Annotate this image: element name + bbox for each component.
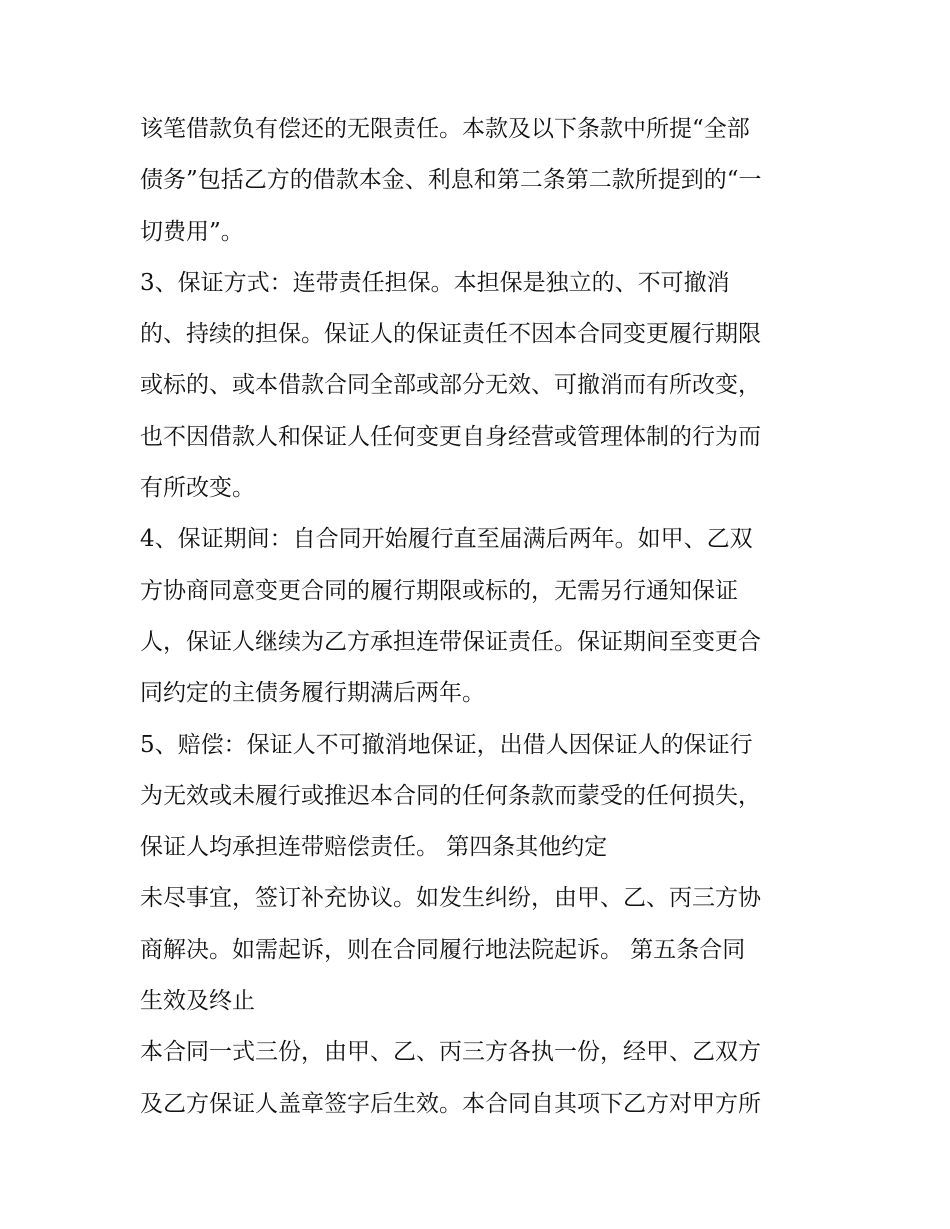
text-line: 方协商同意变更合同的履行期限或标的，无需另行通知保证: [140, 577, 738, 604]
text-line: 4、保证期间：自合同开始履行直至届满后两年。如甲、乙双: [140, 526, 753, 553]
text-line: 未尽事宜，签订补充协议。如发生纠纷，由甲、乙、丙三方协: [140, 885, 761, 912]
text-line: 债务”包括乙方的借款本金、利息和第二条第二款所提到的“一: [140, 167, 762, 194]
text-line: 该笔借款负有偿还的无限责任。本款及以下条款中所提“全部: [140, 116, 750, 142]
text-line: 或标的、或本借款合同全部或部分无效、可撤消而有所改变，: [140, 372, 761, 399]
text-line: 及乙方保证人盖章签字后生效。本合同自其项下乙方对甲方所: [140, 1090, 761, 1117]
text-line: 也不因借款人和保证人任何变更自身经营或管理体制的行为而: [140, 423, 761, 450]
document-body: [140, 104, 820, 1130]
text-line: 保证人均承担连带赔偿责任。 第四条其他约定: [140, 834, 608, 861]
text-line: 切费用”。: [140, 218, 244, 245]
text-line: 商解决。如需起诉，则在合同履行地法院起诉。 第五条合同: [140, 936, 746, 963]
text-line: 本合同一式三份，由甲、乙、丙三方各执一份，经甲、乙双方: [140, 1039, 761, 1066]
text-line: 有所改变。: [140, 475, 255, 502]
text-line: 人，保证人继续为乙方承担连带保证责任。保证期间至变更合: [140, 628, 761, 655]
text-line: 为无效或未履行或推迟本合同的任何条款而蒙受的任何损失，: [140, 782, 761, 809]
text-line: 同约定的主债务履行期满后两年。: [140, 680, 485, 707]
text-line: 5、赔偿：保证人不可撤消地保证，出借人因保证人的保证行: [140, 731, 753, 758]
text-line: 3、保证方式：连带责任担保。本担保是独立的、不可撤消: [140, 269, 730, 296]
text-line: 生效及终止: [140, 988, 255, 1015]
text-line: 的、持续的担保。保证人的保证责任不因本合同变更履行期限: [140, 321, 761, 348]
